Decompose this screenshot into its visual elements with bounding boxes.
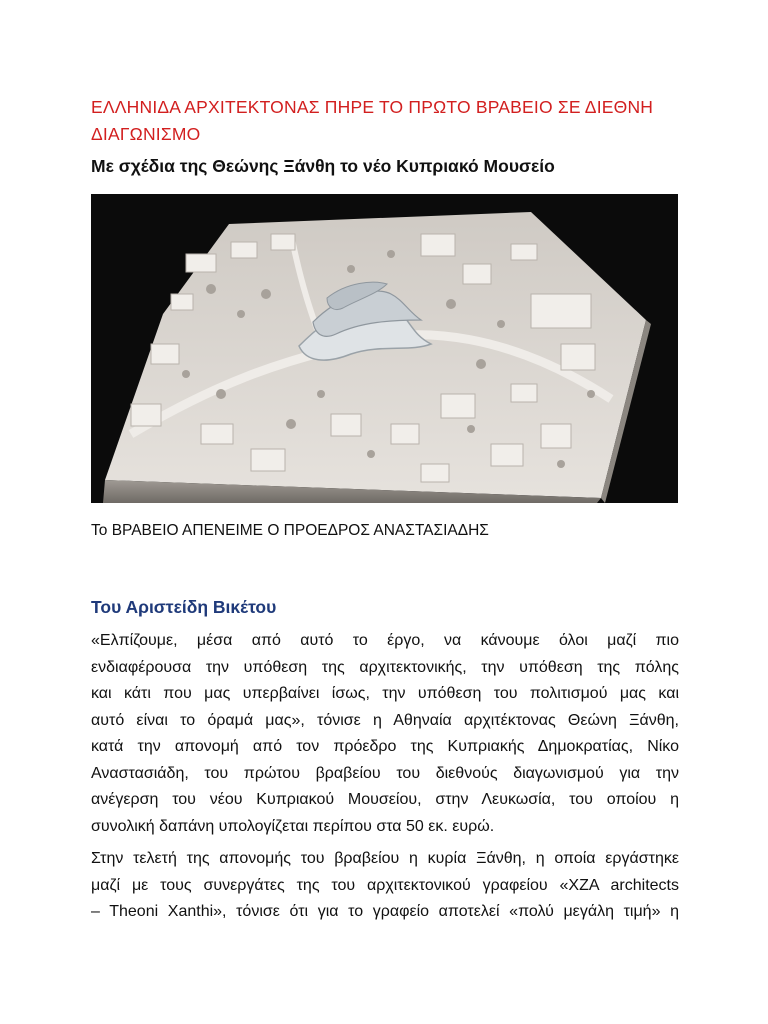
photo-caption: Το ΒΡΑΒΕΙΟ ΑΠΕΝΕΙΜΕ Ο ΠΡΟΕΔΡΟΣ ΑΝΑΣΤΑΣΙΑΔΗΣ <box>91 522 489 539</box>
article-paragraph-2 <box>91 846 679 926</box>
museum-model-photo <box>91 194 678 503</box>
paragraph-line: Αναστασιάδη, του πρώτου βραβείου του διεθνούς διαγωνισμού για την <box>91 764 679 782</box>
paragraph-line: κατά την απονομή από τον πρόεδρο της Κυπριακής Δημοκρατίας, Νίκο <box>91 738 679 755</box>
paragraph-line: συνολική δαπάνη υπολογίζεται περίπου στα 50 εκ. ευρώ. <box>91 817 495 835</box>
paragraph-line: ανέγερση του νέου Κυπριακού Μουσείου, στην Λευκωσία, του οποίου η <box>91 791 679 808</box>
paragraph-line: ενδιαφέρουσα την υπόθεση της αρχιτεκτονικής, την υπόθεση της πόλης <box>91 658 679 676</box>
architectural-model-image <box>91 194 678 503</box>
headline: ΕΛΛΗΝΙΔΑ ΑΡΧΙΤΕΚΤΟΝΑΣ ΠΗΡΕ ΤΟ ΠΡΩΤΟ ΒΡΑΒΕΙΟ ΣΕ ΔΙΕΘΝΗ ΔΙΑΓΩΝΙΣΜΟ <box>91 97 654 144</box>
article-paragraph-1 <box>91 628 679 840</box>
paragraph-line: – Theoni Xanthi», τόνισε ότι για το γραφείο αποτελεί «πολύ μεγάλη τιμή» η <box>91 903 679 920</box>
paragraph-line: «Ελπίζουμε, μέσα από αυτό το έργο, να κάνουμε όλοι μαζί πιο <box>91 632 679 649</box>
paragraph-line: αυτό είναι το όραμά μας», τόνισε η Αθηναία αρχιτέκτονας Θεώνη Ξάνθη, <box>91 711 679 729</box>
paragraph-line: Στην τελετή της απονομής του βραβείου η κυρία Ξάνθη, η οποία εργάστηκε <box>91 850 679 867</box>
byline: Του Αριστείδη Βικέτου <box>91 597 277 617</box>
paragraph-line: και κάτι που μας υπερβαίνει ίσως, την υπόθεση του πολιτισμού μας και <box>91 685 679 702</box>
subheadline: Με σχέδια της Θεώνης Ξάνθη το νέο Κυπριακό Μουσείο <box>91 156 555 176</box>
paragraph-line: μαζί με τους συνεργάτες της του αρχιτεκτονικού γραφείου «XZA architects <box>91 876 679 894</box>
